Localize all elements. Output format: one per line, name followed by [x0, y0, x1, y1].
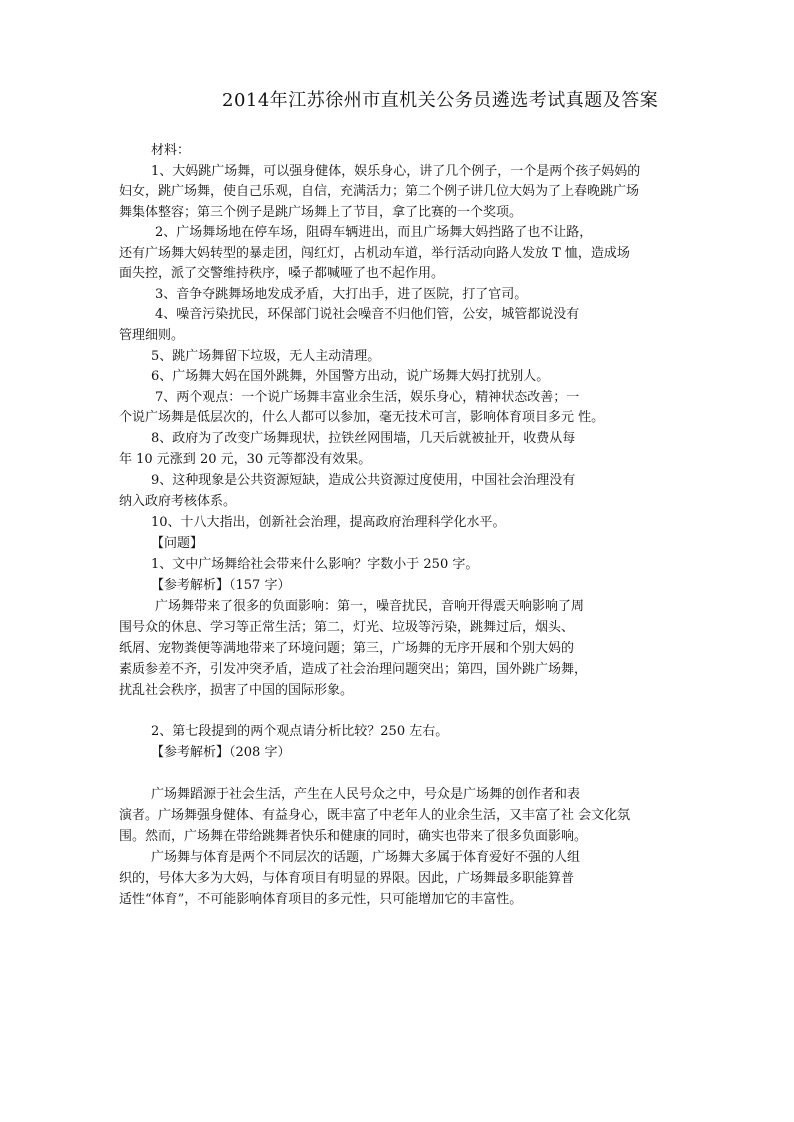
text-line: 还有广场舞大妈转型的暴走团，闯红灯，占机动车道，举行活动向路人发放 T 恤，造成场 — [119, 246, 630, 261]
text-line: 10、十八大指出，创新社会治理，提高政府治理科学化水平。 — [151, 515, 506, 530]
answer-line: 素质参差不齐，引发冲突矛盾，造成了社会治理问题突出；第四，国外跳广场舞， — [119, 662, 588, 677]
text-line: 6、广场舞大妈在国外跳舞，外国警方出动，说广场舞大妈打扰别人。 — [151, 369, 550, 384]
text-line: 9、这种现象是公共资源短缺，造成公共资源过度使用，中国社会治理没有 — [151, 473, 576, 488]
answer-heading: 【参考解析】（157 字） — [151, 578, 291, 593]
text-line: 舞集体整容；第三个例子是跳广场舞上了节目，拿了比赛的一个奖项。 — [119, 205, 523, 220]
text-line: 7、两个观点：一个说广场舞丰富业余生活，娱乐身心，精神状态改善；一 — [155, 390, 580, 405]
answer-line: 广场舞蹈源于社会生活，产生在人民号众之中，号众是广场舞的创作者和表 — [151, 787, 581, 802]
text-line: 2、广场舞场地在停车场，阻碍车辆进出，而且广场舞大妈挡路了也不让路， — [155, 225, 593, 240]
answer-heading: 【参考解析】（208 字） — [151, 745, 291, 760]
text-line: 管理细则。 — [119, 328, 185, 343]
text-line: 年 10 元涨到 20 元，30 元等都没有效果。 — [119, 452, 372, 467]
text-line: 材料： — [151, 143, 191, 158]
text-line: 面失控，派了交警维持秩序，嗓子都喊哑了也不起作用。 — [119, 266, 445, 281]
answer-line: 围号众的休息、学习等正常生活；第二，灯光、垃圾等污染，跳舞过后，烟头、 — [119, 620, 575, 635]
page-title: 2014年江苏徐州市直机关公务员遴选考试真题及答案 — [222, 90, 659, 111]
text-line: 8、政府为了改变广场舞现状，拉铁丝网围墙，几天后就被扯开，收费从每 — [151, 431, 576, 446]
text-line: 个说广场舞是低层次的，什么人都可以参加，毫无技术可言，影响体育项目多元 性。 — [119, 410, 605, 425]
text-line: 妇女，跳广场舞，使自己乐观，自信，充满活力；第二个例子讲几位大妈为了上春晚跳广场 — [119, 184, 640, 199]
answer-line: 广场舞带来了很多的负面影响：第一，噪音扰民，音响开得震天响影响了周 — [155, 599, 585, 614]
answer-line: 围。然而，广场舞在带给跳舞者快乐和健康的同时，确实也带来了很多负面影响。 — [119, 829, 588, 844]
answer-line: 广场舞与体育是两个不同层次的话题，广场舞大多属于体育爱好不强的人组 — [151, 850, 581, 865]
answer-line: 适性“体育”，不可能影响体育项目的多元性，只可能增加它的丰富性。 — [119, 892, 523, 907]
answer-line: 织的，号体大多为大妈，与体育项目有明显的界限。因此，广场舞最多职能算普 — [119, 871, 575, 886]
answer-line: 演者。广场舞强身健体、有益身心，既丰富了中老年人的业余生活，又丰富了社 会文化氛 — [119, 808, 631, 823]
answer-line: 纸屑、宠物粪便等满地带来了环境问题；第三，广场舞的无序开展和个别大妈的 — [119, 641, 575, 656]
text-line: 3、音争夺跳舞场地发成矛盾，大打出手，进了医院，打了官司。 — [155, 287, 528, 302]
question-line: 1、文中广场舞给社会带来什么影响？字数小于 250 字。 — [151, 557, 479, 572]
section-heading-question: 【问题】 — [151, 536, 204, 551]
answer-line: 扰乱社会秩序，损害了中国的国际形象。 — [119, 683, 354, 698]
question-line: 2、第七段提到的两个观点请分析比较？250 左右。 — [151, 724, 449, 739]
text-line: 4、噪音污染扰民，环保部门说社会噪音不归他们管，公安，城管都说没有 — [155, 307, 580, 322]
text-line: 5、跳广场舞留下垃圾，无人主动清理。 — [151, 349, 381, 364]
text-line: 1、大妈跳广场舞，可以强身健体，娱乐身心，讲了几个例子，一个是两个孩子妈妈的 — [151, 164, 641, 179]
text-line: 纳入政府考核体系。 — [119, 494, 237, 509]
